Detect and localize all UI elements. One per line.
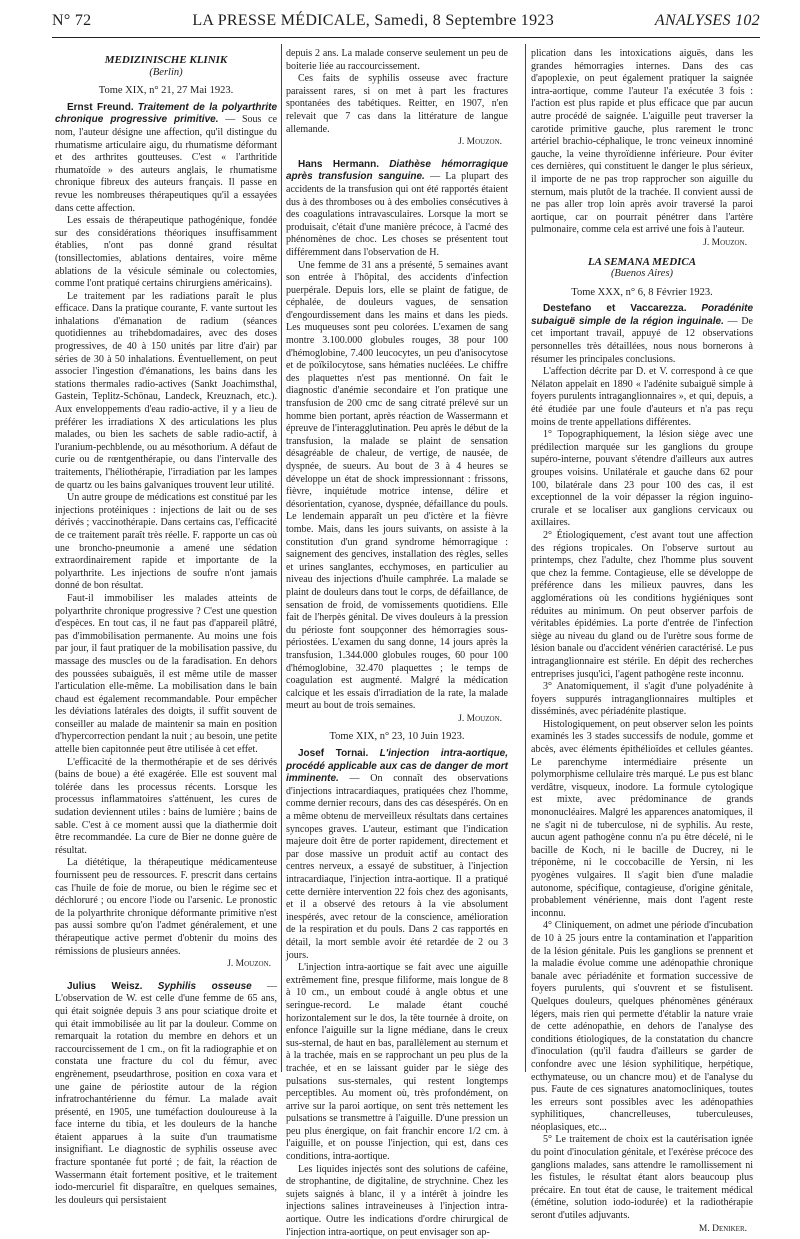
- article-hermann: [286, 159, 508, 726]
- article-author: Ernst Freund.: [67, 101, 134, 113]
- article-title: Traitement de la polyarthrite chronique progressive primitive.: [55, 101, 278, 126]
- journal-title: LA PRESSE MÉDICALE, Samedi, 8 Septembre 1923: [192, 12, 554, 29]
- article-paragraph: 4° Cliniquement, on admet une période d'incubation de 10 à 25 jours entre la contamination et l'apparition de la lésion génitale. Puis les ganglions se prennent et la maladie évolue comme une adénopathie chronique banale avec périadénite et formation successive de foyers purulents, qui s'ouvrent et se fistulisent. Quelques douleurs, quelques phénomènes généraux légers, mais rien qui permette d'établir la nature vraie de cette adénopathie, en dehors de l'analyse des conditions étiologiques, de la constatation du chancre d'inoculation (qu'il faudra d'ailleurs se garder de confondre avec une lésion syphilitique, herpétique, ecthymateuse, ou un chancre mou) et de l'analyse du pus. Faute de ces signatures anatomocliniques, toutes les erreurs sont possibles avec les adénopathies syphilitiques, chancrelleuses, tuberculeuses, néoplasiques, etc...: [531, 920, 753, 1133]
- journal-section-title: LA SEMANA MEDICA: [587, 255, 697, 268]
- article-signature: J. Mouzon.: [703, 237, 747, 248]
- article-paragraph: L'injection intra-aortique se fait avec une aiguille extrêmement fine, presque filiforme, mais longue de 8 à 10 cm., un embout coudé à angle obtus et une seringue-record. Le malade étant couché horizontalement sur le dos, la tête tournée à droite, on enfonce l'aiguille sur la ligne médiane, dans le creux sus-sternal, de haut en bas, parallèlement au sternum et à la trachée, mais en se rapprochant un peu plus de la trachée, et en se laissant guider par le siège des pulsations sus-sternales, qui restent longtemps perceptibles. Au moment où, très profondément, on arrive sur la paroi aortique, on sent très nettement les pulsations se transmettre à l'aiguille. D'une pression un peu plus énergique, on fait franchir encore 1/2 cm. à l'aiguille, et on pousse l'injection, qui est, dans ces conditions, intra-aortique.: [286, 962, 508, 1163]
- page-header: [52, 12, 760, 34]
- article-paragraph: Un autre groupe de médications est constitué par les injections protéiniques : injections de lait ou de ses dérivés ; vaccinothérapie. Dans certains cas, l'efficacité de ce traitement paraît très réelle. F. rapporte un cas où une broncho-pneumonie a amené une sédation extraordinairement rapide et importante de la polyarthrite. Les injections de soufre n'ont jamais donné de bon résultat.: [55, 492, 277, 592]
- issue-number: N° 72: [52, 12, 92, 29]
- column-divider: [281, 44, 282, 1072]
- article-paragraph: L'efficacité de la thermothérapie et de ses dérivés (bains de boue) a été exagérée. Elle est souvent mal tolérée dans les processus récents. Lorsque les processus inflammatoires s'atténuent, les cures de sudation deviennent utiles : bains de lumière ; bains de sable. C'est à ce moment aussi que la diathermie doit être recommandée. La cure de Bier ne donne guère de résultat.: [55, 756, 277, 856]
- journal-section-date: Tome XXX, n° 6, 8 Février 1923.: [571, 286, 713, 298]
- section-page: ANALYSES 102: [654, 12, 760, 29]
- article-author: Julius Weisz.: [67, 980, 143, 992]
- article-destefano: [531, 303, 753, 1235]
- article-title: Diathèse hémorragique après transfusion sanguine.: [286, 158, 509, 183]
- article-paragraph: La diététique, la thérapeutique médicamenteuse fournissent peu de ressources. F. prescrit dans certains cas l'huile de foie de morue, ou bien le régime sec et déchloruré ; ou encore l'iode ou l'arsenic. Le pronostic de la polyarthrite chronique déformante primitive n'est pas aussi sombre qu'on l'admet généralement, et une thérapeutique active permet d'obtenir du moins des rémissions de plusieurs années.: [55, 857, 277, 957]
- article-signature: J. Mouzon.: [227, 959, 271, 970]
- article-lead: [531, 303, 753, 366]
- article-weisz: [55, 981, 277, 1208]
- article-text: — La plupart des accidents de la transfusion qui ont été rapportés étaient dus à des thromboses ou à des embolies consécutives à des coagulations intravasculaires. Lorsque la mort se produisait, c'était d'une manière précoce, à l'acmé des phénomènes de choc. Les choses se présentent tout différemment dans l'observation de H.: [286, 171, 509, 258]
- article-paragraph: Faut-il immobiliser les malades atteints de polyarthrite chronique progressive ? C'est une question d'espèces. En tout cas, il ne faut pas d'appareil plâtré, pas d'immobilisation permanente. Au moins une fois par jour, il faut pratiquer de la mobilisation passive, du massage des muscles ou de la faradisation. En dehors des poussées subaiguës, il est même utile de masser l'articulation elle-même. La mobilisation dans le bain chaud est également recommandable. Pour empêcher les déviations latérales des doigts, il suffit souvent de conseiller au malade de maintenir sa main en position d'hypercorrection pendant la nuit ; au besoin, une petite attelle bien capitonnée peut être utilisée à cet effet.: [55, 592, 278, 756]
- article-paragraph: Une femme de 31 ans a présenté, 5 semaines avant son entrée à l'hôpital, des accidents d'infection puerpérale. Depuis lors, elle se plaint de fatigue, de céphalée, de douleurs vagues, de sensation d'engourdissement dans les mains et dans les pieds. Les muqueuses sont peu colorées. L'examen de sang montre 3.100.000 globules rouges, 38 pour 100 d'hémoglobine, 7.400 leucocytes, un peu d'anisocytose et de poïkilocytose, sans hématies nucléées. Le chiffre des plaquettes n'est pas mentionné. On fait le diagnostic d'anémie secondaire et l'on pratique une transfusion de 200 cmc de sang citraté prélevé sur un homme bien portant, après réaction de Wassermann et épreuve de l'interagglutination. Peu après le début de la transfusion, la malade se plaint de sensation désagréable de chaleur, de vertige, de nausée, de dyspnée, de sueurs. Au bout de 3 à 4 heures se développe un état de shock impressionnant : frissons, fièvre, inquiétude motrice intense, délire et désorientation, cyanose, dyspnée, défaillance du pouls. Le lendemain apparaît un peu d'ictère et la fièvre tombe. Mais, dans les jours suivants, on assiste à la constitution d'un grand syndrome hémorragique : saignement des gencives, installation des règles, selles et urines sanglantes, ecchymoses, en particulier au niveau des injections d'huile camphrée. La malade se plaint de douleurs dans tout le corps, de défaillance, de sensation de froid, de vomissements quotidiens. Elle fait de l'herpès génital. De vives douleurs à la pression du périoste font soupçonner des hémorragies sous-périostées. L'examen du sang donne, 14 jours après la transfusion, 1.344.000 globules rouges, 60 pour 100 d'hémoglobine, 32.470 plaquettes ; le temps de coagulation est augmenté. Malgré la médication calcique et les essais d'irradiation de la rate, la malade meurt au bout de trois semaines.: [286, 259, 508, 712]
- article-paragraph: 1° Topographiquement, la lésion siège avec une prédilection marquée sur les ganglions du groupe supéro-interne, pouvant s'étendre d'ailleurs aux autres groupes voisins. Unilatérale et gauche dans 62 pour 100, bilatérale dans 23 pour 100 des cas, il est exceptionnel de la voir dépasser la région inguino-crurale et se localiser aux ganglions cervicaux ou axillaires.: [531, 429, 753, 529]
- article-text: — L'observation de W. est celle d'une femme de 65 ans, qui était soignée depuis 3 ans pour sciatique droite et qui était immobilisée au lit par la douleur. Comme on remarquait la rotation du membre en dehors et un raccourcissement de 1 cm., on fit la radiographie et on constata une fracture du col du fémur, avec engrènement, pseudarthrose, position en coxa vara et une gaine de périostite autour de la région infratrochantérienne du fémur. La malade avait présenté, en 1905, une tuméfaction douloureuse à la face interne du tibia, et les douleurs de la hanche étaient apparues à la suite d'un traumatisme insignifiant. Le diagnostic de syphilis osseuse avec fracture spontanée fut porté ; de fait, la réaction de Wassermann était fortement positive, et le traitement iodo-mercuriel fit disparaître, en quelques semaines, les douleurs qui persistaient: [55, 980, 277, 1206]
- column-divider: [525, 44, 526, 1072]
- article-paragraph: Le traitement par les radiations paraît le plus efficace. Dans la pratique courante, F. vante surtout les inhalations d'émanation de radium (séances quotidiennes au trihebdomadaires, avec des doses progressives, de 40 à 150 unités par litre d'air) par séries de 30 à 50 inhalations. Éventuellement, on peut associer l'ingestion d'émanations, les bains dans les stations thermales radio-actives (Sankt Joachimsthal, Gastein, Teplitz-Schönau, Landeck, Kreuznach, etc.). Aux enveloppements d'eau radio-active, il y a lieu de préférer les irradiations X des articulations les plus malades, ou bien les sachets de sable radio-actif, à l'uranium-pechblende, ou au mésothorium. A défaut de curie ou de rœntgenthérapie, ou dans l'intervalle des traitements, l'héliothérapie, l'irradiation par les lampes de quartz ou les bains galvaniques trouvent leur utilité.: [55, 290, 277, 491]
- article-paragraph: Ces faits de syphilis osseuse avec fracture paraissent rares, si on met à part les fractures spontanées des tabétiques. Reitter, en 1907, n'en relevait que 7 cas dans la littérature de langue allemande.: [286, 73, 508, 135]
- article-author: Destefano et Vaccarezza.: [543, 303, 687, 315]
- article-title: L'injection intra-aortique, procédé applicable aux cas de danger de mort imminente.: [286, 748, 508, 785]
- article-paragraph: L'affection décrite par D. et V. correspond à ce que Nélaton appelait en 1890 « l'adénite subaiguë simple à foyers purulents intraganglionnaires », et qui, depuis, a été étudiée par une foule d'auteurs et n'a pas reçu moins de trente appellations différentes.: [531, 366, 753, 428]
- article-text: — Sous ce nom, l'auteur désigne une affection, qu'il distingue du rhumatisme articulaire aigu, du rhumatisme déformant et des arthrites goutteuses. C'est « l'arthritide rhumatoïde » des auteurs anglais, le rhumatisme chronique fibreux des auteurs français. Il passe en revue les nombreuses thérapeutiques qu'il a essayées dans cette affection.: [55, 114, 278, 214]
- article-signature: M. Deniker.: [698, 1223, 747, 1234]
- article-signature: J. Mouzon.: [458, 137, 502, 148]
- article-text: — On connaît des observations d'injections intracardiaques, pratiquées chez l'homme, comme dernier recours, dans des cas désespérés. On en a même obtenu de merveilleux résultats dans certaines syncopes graves. L'auteur, estimant que l'indication majeure doit être de porter rapidement, directement et par dose massive un produit actif au contact des centres nerveux, a essayé de substituer, à l'injection intracardiaque, l'injection intra-aortique. Il a pratiqué cette dernière intervention 22 fois chez des agonisants, et il a observé des retours à la vie absolument inespérés, avec retour de la conscience, amélioration de la respiration et du pouls. Dans 2 cas rapportés en détail, la mort semble avoir été retardée de 2 ou 3 jours.: [286, 773, 508, 961]
- journal-section-date: Tome XIX, n° 23, 10 Juin 1923.: [329, 731, 465, 743]
- article-lead: [55, 981, 277, 1208]
- article-continuation: depuis 2 ans. La malade conserve seulement un peu de boiterie liée au raccourcissement.: [286, 48, 508, 72]
- article-author: Hans Hermann.: [298, 158, 380, 170]
- journal-section-city: (Berlin): [149, 66, 183, 78]
- article-paragraph: Histologiquement, on peut observer selon les points examinés les 3 stades successifs de nodule, gomme et abcès, avec éléments épithélioïdes et cellules géantes. Le parenchyme intermédiaire présente un polymorphisme cellulaire très marqué. Le pus est blanc verdâtre, visqueux, inodore. La formule cytologique est mixte, avec prédominance de grands mononucléaires. Malgré les apparences anatomiques, il ne s'agit ni de tuberculose, ni de syphilis. Au reste, aucun agent pathogène connu n'a pu être décelé, ni le bacille de Koch, ni le bacille de Ducrey, ni le tréponème, ni le coccobacille de Yersin, ni les pyogènes vulgaires. Il s'agit bien d'une maladie autonome, spécifique, contagieuse, d'origine génitale, probablement vénérienne, mais dont l'agent reste inconnu.: [531, 718, 753, 919]
- article-lead: [55, 102, 277, 215]
- column-1: [55, 48, 278, 1206]
- article-paragraph: 3° Anatomiquement, il s'agit d'une polyadénite à foyers suppurés intraganglionnaires multiples et disséminés, avec périadénite plastique.: [531, 681, 753, 718]
- article-lead: [286, 159, 508, 260]
- article-title: Poradénite subaiguë simple de la région inguinale.: [531, 303, 754, 327]
- header-rule: [52, 37, 760, 38]
- article-author: Josef Tornai.: [298, 748, 369, 760]
- article-paragraph: 5° Le traitement de choix est la cautérisation ignée du point d'inoculation génitale, et l'exérèse précoce des ganglions malades, sans attendre le ramollissement ni les fistules, le résultat étant alors beaucoup plus précaire. En tout état de cause, le traitement médical (émétine, solution iodo-iodurée) et la radiothérapie seront d'utiles adjuvants.: [531, 1134, 753, 1222]
- article-tornai: [286, 748, 508, 1239]
- article-signature: J. Mouzon.: [458, 713, 502, 724]
- article-text: — De cet important travail, appuyé de 12 observations personnelles très détaillées, nous nous bornerons à résumer les principales conclusions.: [531, 315, 753, 365]
- article-continuation: plication dans les intoxications aiguës, dans les grandes hémorragies internes. Dans des cas d'apoplexie, on peut également pratiquer la saignée intra-aortique, comme l'auteur l'a exécutée 3 fois : l'action est plus rapide et plus efficace que par aucun autre procédé de saignée. L'aiguille peut traverser la carotide primitive gauche, plus rarement le tronc artériel brachio-céphalique, le tronc veineux innominé gauche, la veine thyroïdienne inférieure. Pour éviter ces dernières, qui constituent le danger le plus sérieux, il importe de ne pas trop rapprocher son aiguille du sternum, mais plutôt de la trachée. Il convient aussi de ne pas aller trop loin après avoir traversé la paroi aortique, car on pourrait pénétrer dans l'artère pulmonaire, comme cela est arrivé une fois à l'auteur.: [531, 48, 753, 236]
- journal-section-date: Tome XIX, n° 21, 27 Mai 1923.: [98, 85, 234, 97]
- article-paragraph: Les liquides injectés sont des solutions de caféine, de strophantine, de digitaline, de strychnine. Chez les sujets saignés à blanc, il y a intérêt à joindre les injections salines intraveineuses à l'injection intra-aortique. Outre les indications d'ordre chirurgical de l'injection intra-aortique, on peut envisager son ap-: [286, 1163, 508, 1238]
- journal-section-city: (Buenos Aires): [610, 268, 674, 280]
- column-2: [286, 48, 509, 1238]
- article-paragraph: Les essais de thérapeutique pathogénique, fondée sur des considérations théoriques insuffisamment établies, n'ont pas donné grand résultat (tonsillectomies, ablations dentaires, voire même ablations de la vésicule séminale ou colectomies, comme l'ont pratiqué certains chirurgiens américains).: [55, 215, 277, 290]
- column-3: [531, 48, 754, 1234]
- journal-section-title: MEDIZINISCHE KLINIK: [104, 54, 228, 66]
- article-lead: [286, 748, 508, 962]
- article-paragraph: 2° Étiologiquement, c'est avant tout une affection des régions tropicales. On l'observe surtout au printemps, chez l'adulte, chez l'homme plus souvent que chez la femme. Contagieuse, elle se développe de préférence dans les milieux pauvres, dans les agglomérations où les conditions hygiéniques sont réduites au minimum. On peut observer parfois de véritables épidémies. La porte d'entrée de l'infection siège au niveau du gland ou de l'urètre sous forme de lésion banale ou d'accident vénérien caractérisé. Le pus intraganglionnaire est stérile. En dépit des recherches entreprises jusqu'ici, l'agent pathogène reste inconnu.: [531, 529, 753, 680]
- article-freund: [55, 102, 277, 971]
- article-title: Syphilis osseuse: [157, 980, 252, 992]
